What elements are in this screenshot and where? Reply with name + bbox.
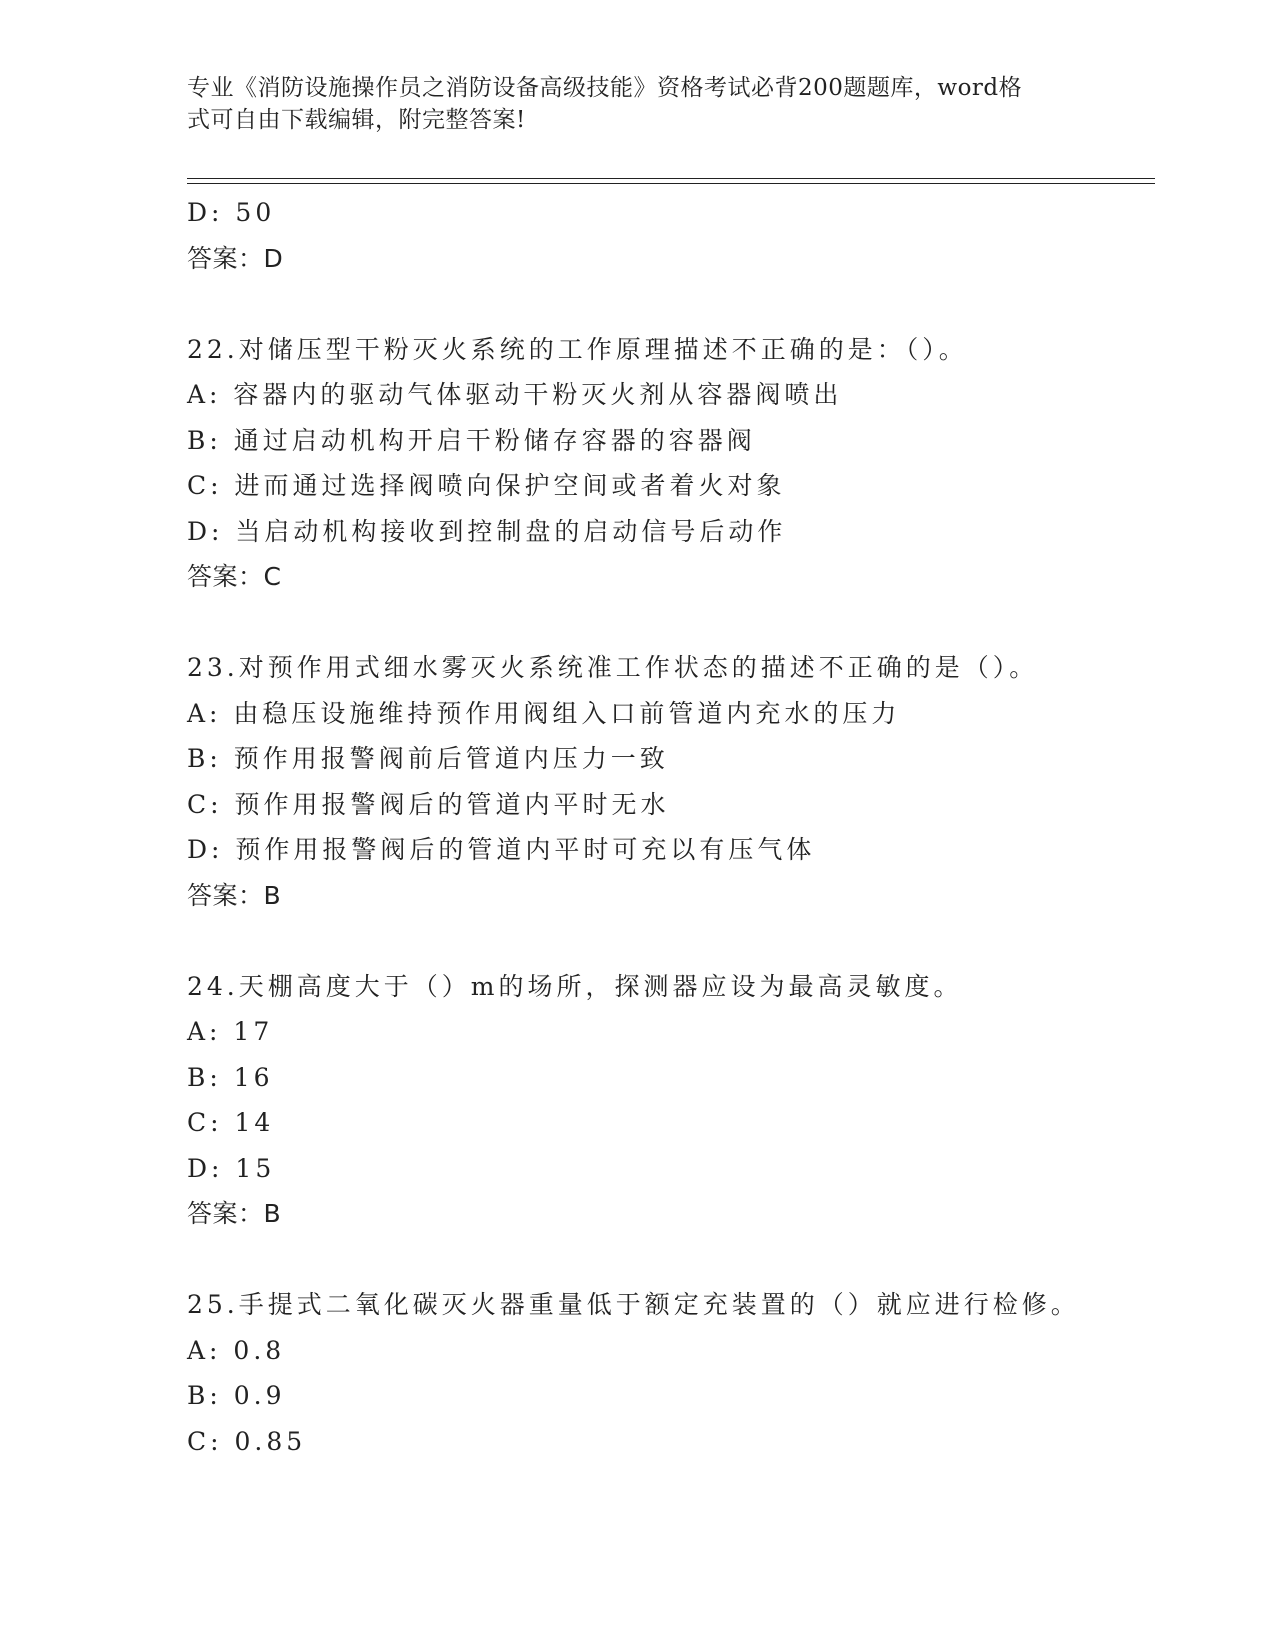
option-b: B: 预作用报警阀前后管道内压力一致 bbox=[187, 744, 669, 773]
question-stem: 24.天棚高度大于（）m的场所，探测器应设为最高灵敏度。 bbox=[187, 971, 963, 1001]
carryover-answer: 答案：D bbox=[187, 243, 284, 273]
option-c: C: 预作用报警阀后的管道内平时无水 bbox=[187, 789, 670, 819]
option-a: A: 0.8 bbox=[187, 1335, 286, 1365]
option-c: C: 进而通过选择阀喷向保护空间或者着火对象 bbox=[187, 471, 786, 500]
spacer bbox=[187, 281, 1155, 327]
spacer bbox=[187, 1237, 1155, 1283]
option-d: D: 预作用报警阀后的管道内平时可充以有压气体 bbox=[187, 835, 816, 864]
question-23 bbox=[187, 645, 1155, 918]
option-a: A: 17 bbox=[187, 1017, 274, 1046]
carryover-option-d: D: 50 bbox=[187, 198, 276, 227]
header-divider-top bbox=[187, 178, 1155, 179]
option-c: C: 0.85 bbox=[187, 1426, 307, 1456]
option-b: B: 16 bbox=[187, 1062, 274, 1092]
header-divider-bottom bbox=[187, 183, 1155, 184]
spacer bbox=[187, 600, 1155, 646]
option-d: D: 15 bbox=[187, 1153, 276, 1183]
question-25 bbox=[187, 1282, 1155, 1464]
option-b: B: 通过启动机构开启干粉储存容器的容器阀 bbox=[187, 425, 756, 455]
question-list bbox=[187, 190, 1155, 1464]
question-stem: 23.对预作用式细水雾灭火系统准工作状态的描述不正确的是（）。 bbox=[187, 653, 1039, 682]
spacer bbox=[187, 918, 1155, 964]
question-stem: 22.对储压型干粉灭火系统的工作原理描述不正确的是：（）。 bbox=[187, 334, 968, 364]
answer: 答案：B bbox=[187, 880, 282, 910]
question-stem: 25.手提式二氧化碳灭火器重量低于额定充装置的（）就应进行检修。 bbox=[187, 1290, 1080, 1319]
answer: 答案：B bbox=[187, 1199, 282, 1228]
option-a: A: 容器内的驱动气体驱动干粉灭火剂从容器阀喷出 bbox=[187, 380, 843, 409]
header-line-2: 式可自由下载编辑，附完整答案! bbox=[187, 107, 526, 133]
answer: 答案：C bbox=[187, 562, 282, 591]
option-b: B: 0.9 bbox=[187, 1381, 286, 1410]
option-a: A: 由稳压设施维持预作用阀组入口前管道内充水的压力 bbox=[187, 698, 901, 728]
header-line-1: 专业《消防设施操作员之消防设备高级技能》资格考试必背200题题库，word格 bbox=[187, 75, 1023, 101]
question-22 bbox=[187, 327, 1155, 600]
question-24 bbox=[187, 964, 1155, 1237]
document-header bbox=[187, 72, 1067, 136]
option-c: C: 14 bbox=[187, 1108, 275, 1137]
option-d: D: 当启动机构接收到控制盘的启动信号后动作 bbox=[187, 516, 787, 546]
